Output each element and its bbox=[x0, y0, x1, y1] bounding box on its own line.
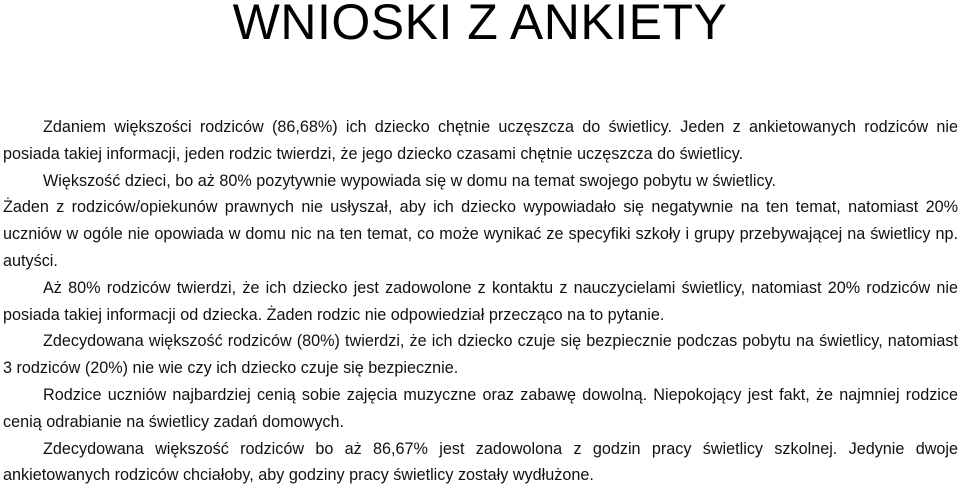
paragraph-attendance: Zdaniem większości rodziców (86,68%) ich dziecko chętnie uczęszcza do świetlicy. Jeden z ankietowanych rodziców nie posiada takiej informacji, jeden rodzic twierdzi, że jego dziecko czasami chętnie uczęszcza do świetlicy. bbox=[3, 118, 958, 163]
paragraph-safety: Zdecydowana większość rodziców (80%) twierdzi, że ich dziecko czuje się bezpiecznie podczas pobytu na świetlicy, natomiast 3 rodziców (20%) nie wie czy ich dziecko czuje się bezpiecznie. bbox=[3, 332, 958, 378]
slide-title: WNIOSKI Z ANKIETY bbox=[232, 0, 728, 50]
paragraph-positive-opinions: Większość dzieci, bo aż 80% pozytywnie wypowiada się w domu na temat swojego pobytu w świetlicy. bbox=[43, 171, 776, 190]
slide-body bbox=[3, 114, 958, 489]
paragraph-opening-hours: Zdecydowana większość rodziców bo aż 86,67% jest zadowolona z godzin pracy świetlicy szkolnej. Jedynie dwoje ankietowanych rodziców chciałoby, aby godziny pracy świetlicy zostały wydłużone. bbox=[3, 439, 958, 485]
paragraph-activities: Rodzice uczniów najbardziej cenią sobie zajęcia muzyczne oraz zabawę dowolną. Niepokojący jest fakt, że najmniej rodzice cenią odrabianie na świetlicy zadań domowych. bbox=[3, 385, 958, 431]
paragraph-teacher-contact: Aż 80% rodziców twierdzi, że ich dziecko jest zadowolone z kontaktu z nauczycielami świetlicy, natomiast 20% rodziców nie posiada takiej informacji od dziecka. Żaden rodzic nie odpowiedział przecząco na to pytanie. bbox=[3, 278, 958, 324]
paragraph-negative-opinions: Żaden z rodziców/opiekunów prawnych nie usłyszał, aby ich dziecko wypowiadało się negatywnie na ten temat, natomiast 20% uczniów w ogóle nie opowiada w domu nic na ten temat, co może wynikać ze specyfiki szkoły i grupy przebywającej na świetlicy np. autyści. bbox=[3, 198, 958, 270]
